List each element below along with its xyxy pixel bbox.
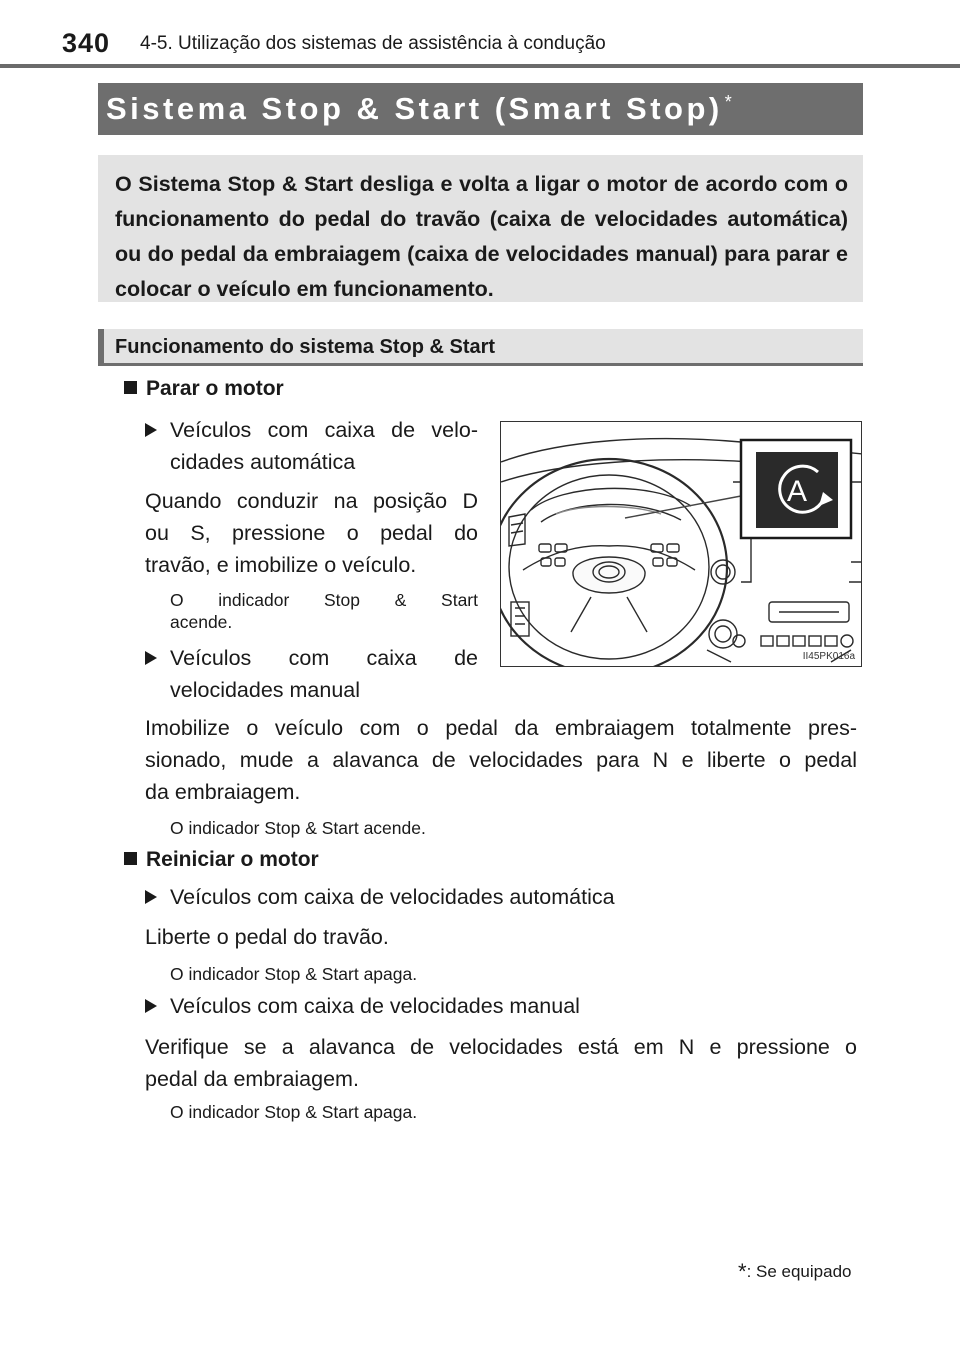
arrow-bullet-icon <box>145 651 157 665</box>
header-rule <box>0 64 960 68</box>
stop-manual-text-line3: da embraiagem. <box>145 780 301 804</box>
stop-manual-note: O indicador Stop & Start acende. <box>170 818 426 838</box>
section-title: Funcionamento do sistema Stop & Start <box>115 336 496 358</box>
intro-box <box>98 155 863 302</box>
restart-manual-label <box>170 990 860 1022</box>
page-number: 340 <box>62 28 111 58</box>
intro-text: O Sistema Stop & Start desliga e volta a ligar o motor de acordo com o funcionamento do pedal do travão (caixa de velocidades automática) ou do pedal da embraiagem (caixa de velocidades manual) para parar e colocar o veículo em funcionamento. <box>115 172 848 301</box>
section-header <box>98 329 863 366</box>
square-bullet-icon <box>124 381 137 394</box>
stop-manual-label-line1: Veículos com caixa de <box>170 646 478 670</box>
stop-auto-text <box>145 485 478 581</box>
restart-manual-text-line1: Verifique se a alavanca de velocidades está em N e pressione o <box>145 1035 857 1059</box>
illustration-code: II45PK016a <box>802 651 855 662</box>
stop-auto-label-line1: Veículos com caixa de velo- <box>170 418 478 442</box>
stop-manual-label-line2: velocidades manual <box>170 678 361 702</box>
arrow-bullet-icon <box>145 890 157 904</box>
restart-manual-text-line2: pedal da embraiagem. <box>145 1067 359 1091</box>
footnote-asterisk: * <box>738 1259 747 1284</box>
stop-auto-label-line2: cidades automática <box>170 450 356 474</box>
title-bar <box>98 83 863 135</box>
stop-manual-text-line2: sionado, mude a alavanca de velocidades para N e liberte o pedal <box>145 748 857 772</box>
restart-manual-label-text: Veículos com caixa de velocidades manual <box>170 994 580 1018</box>
stop-auto-note <box>170 589 478 633</box>
stop-auto-text-line3: travão, e imobilize o veículo. <box>145 553 417 577</box>
restart-auto-label-text: Veículos com caixa de velocidades automática <box>170 885 615 909</box>
chapter-title: 4-5. Utilização dos sistemas de assistência à condução <box>140 33 606 54</box>
stop-auto-note-line2: acende. <box>170 612 233 632</box>
restart-heading-text: Reiniciar o motor <box>146 848 319 871</box>
page-title <box>106 91 735 127</box>
restart-auto-text: Liberte o pedal do travão. <box>145 925 389 949</box>
arrow-bullet-icon <box>145 999 157 1013</box>
stop-auto-text-line2: ou S, pressione o pedal do <box>145 521 478 545</box>
footnote <box>738 1259 851 1285</box>
page-title-text: Sistema Stop & Start (Smart Stop) <box>106 91 723 126</box>
stop-manual-label <box>170 642 478 706</box>
stop-manual-text-line1: Imobilize o veículo com o pedal da embraiagem totalmente pres- <box>145 716 857 740</box>
title-asterisk: * <box>724 91 736 112</box>
stop-auto-label <box>170 414 478 478</box>
arrow-bullet-icon <box>145 423 157 437</box>
dashboard-drawing <box>501 422 862 667</box>
restart-manual-text <box>145 1031 857 1095</box>
stop-auto-text-line1: Quando conduzir na posição D <box>145 489 478 513</box>
restart-heading <box>124 848 319 872</box>
footnote-text: : Se equipado <box>746 1262 852 1281</box>
stop-manual-text <box>145 712 857 808</box>
restart-manual-note: O indicador Stop & Start apaga. <box>170 1102 418 1122</box>
stop-auto-note-line1: O indicador Stop & Start <box>170 590 478 610</box>
restart-auto-label <box>170 881 860 913</box>
stop-heading-text: Parar o motor <box>146 377 284 400</box>
dashboard-illustration <box>500 421 862 667</box>
restart-auto-note: O indicador Stop & Start apaga. <box>170 964 418 984</box>
square-bullet-icon <box>124 852 137 865</box>
indicator-letter: A <box>786 475 808 508</box>
stop-heading <box>124 377 284 401</box>
section-accent <box>98 329 104 363</box>
